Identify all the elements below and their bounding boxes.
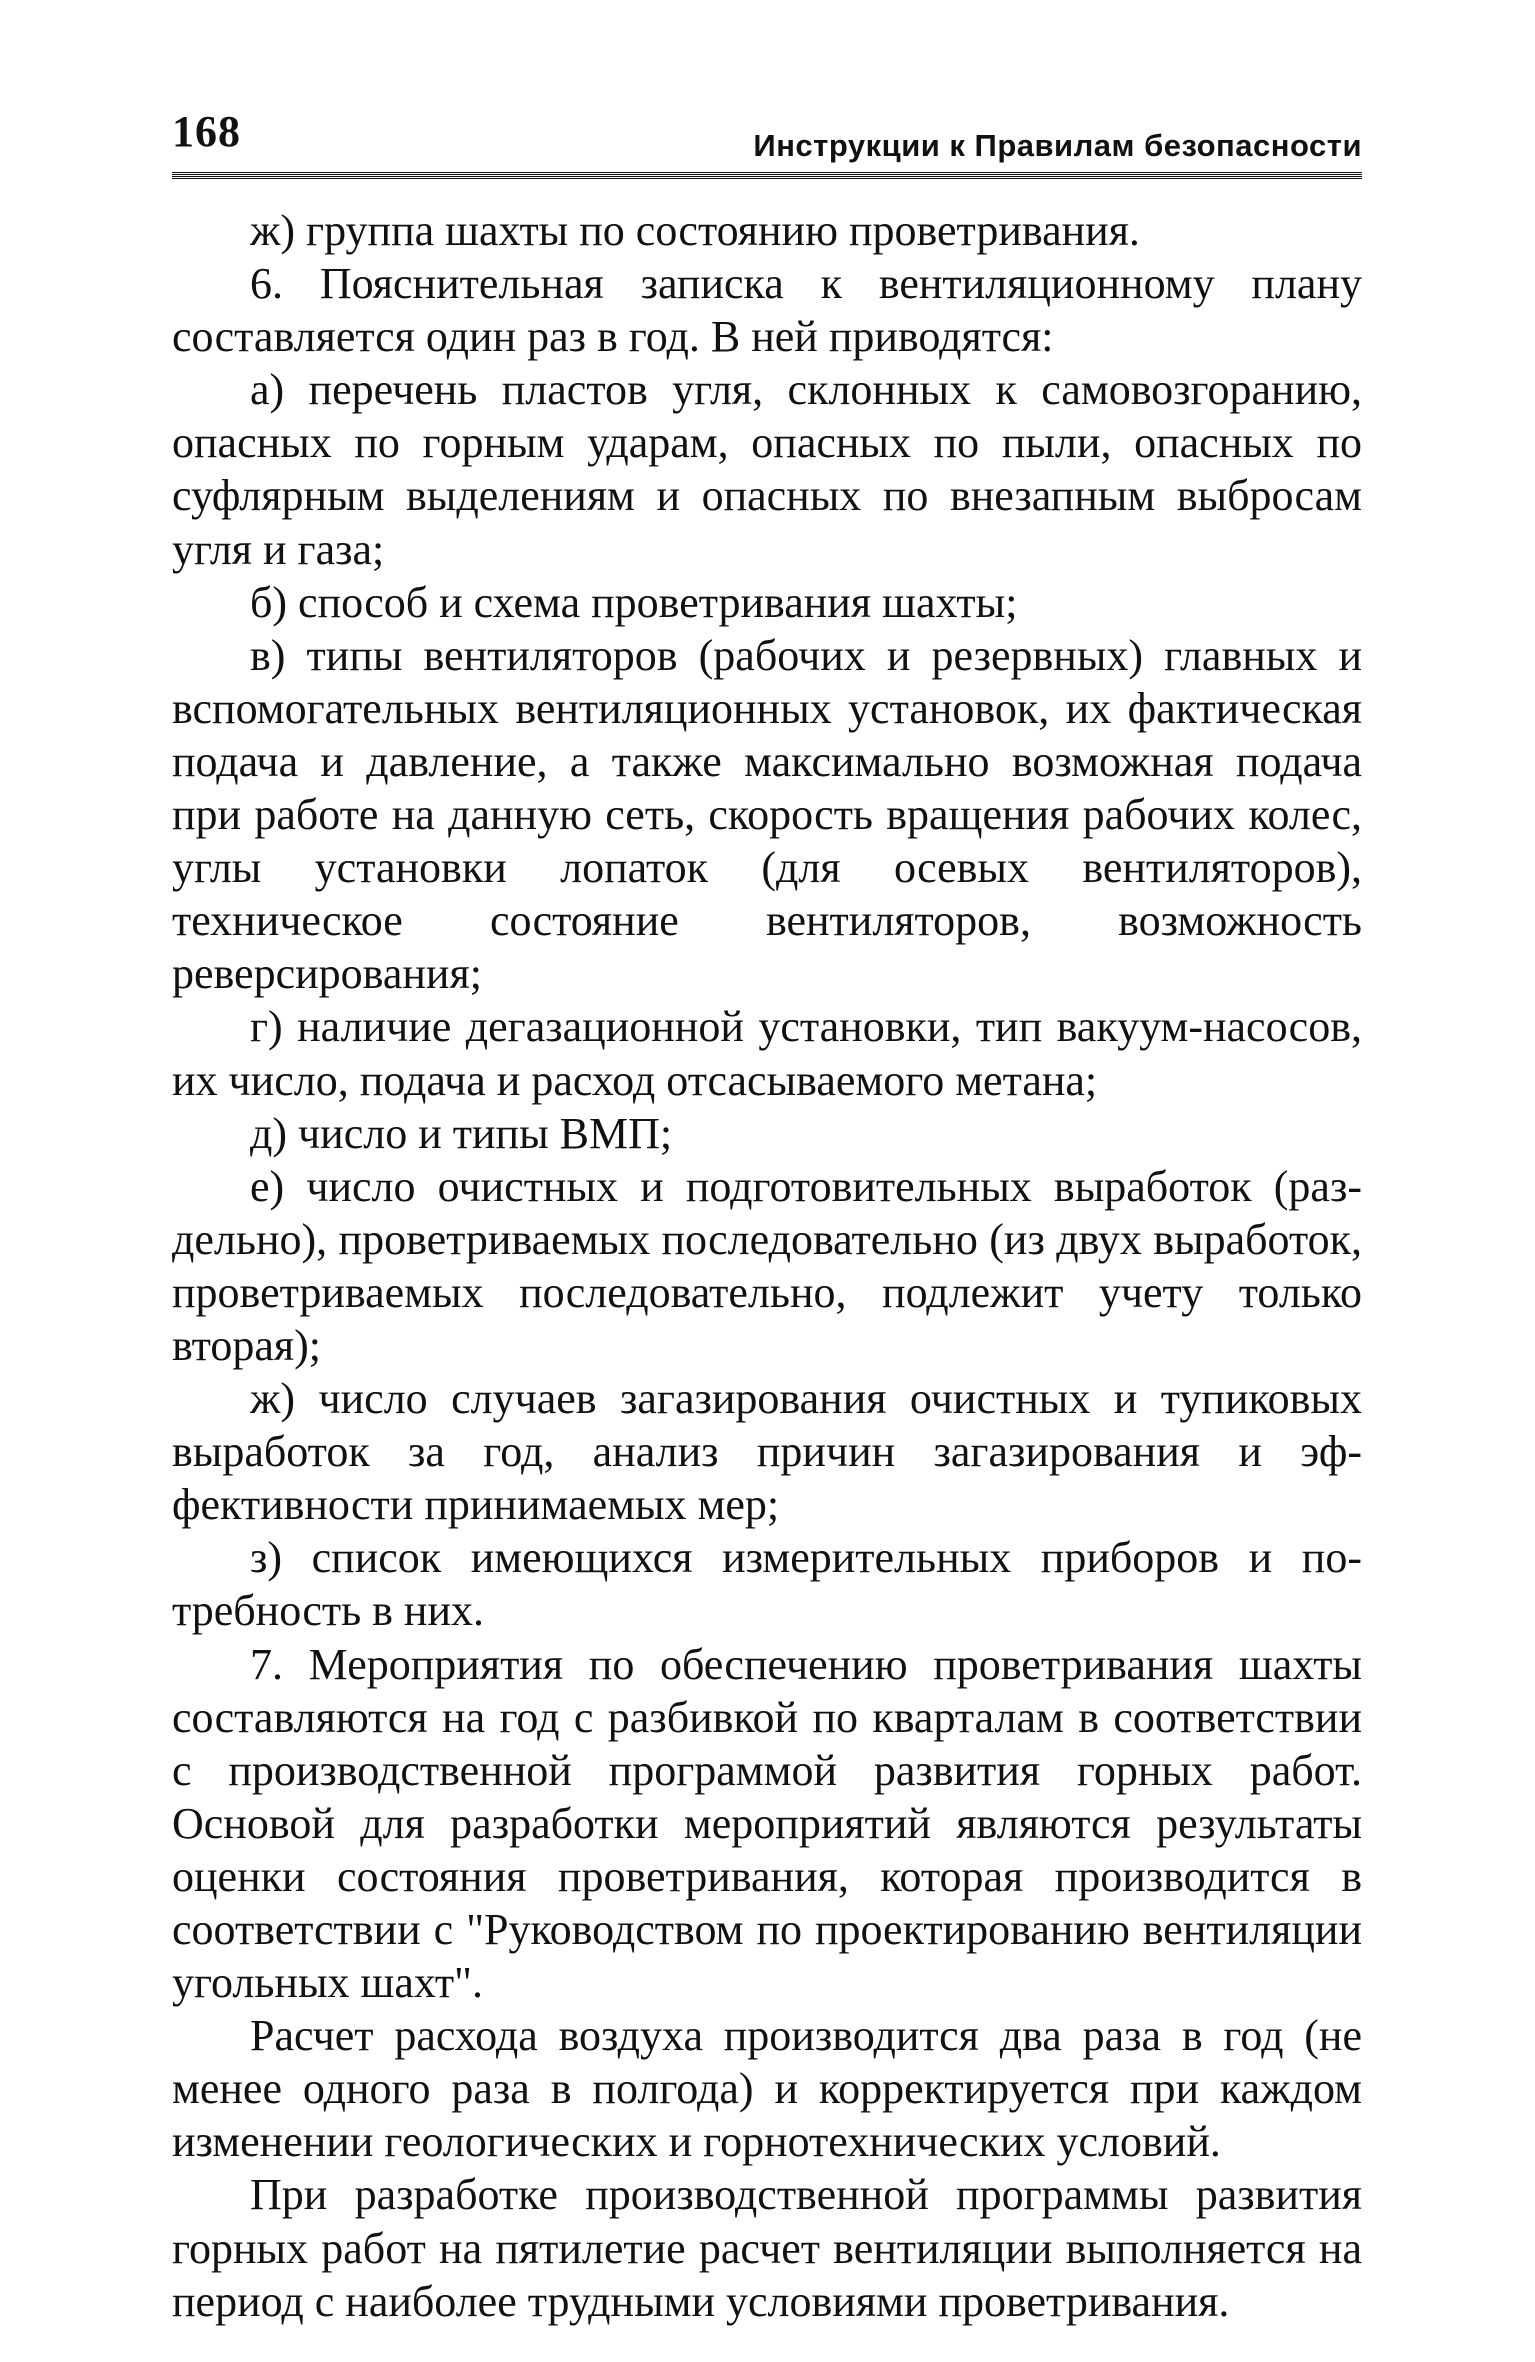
paragraph-air-calculation: Расчет расхода воздуха производится два раза в год (не менее одного раза в полгода) и корректируется при каждом изменении геологических и горнотехнических условий.: [172, 2011, 1362, 2167]
paragraph-z-instruments: з) список имеющихся измерительных приборов и потребность в них.: [172, 1533, 1362, 1636]
paragraph-g-degassing-unit: г) наличие дегазационной установки, тип вакуум-насосов, их число, подача и расход отсасываемого метана;: [172, 1002, 1362, 1105]
running-title: Инструкции к Правилам безопасности: [753, 128, 1362, 163]
paragraph-a-coal-seams: а) перечень пластов угля, склонных к самовозгоранию, опасных по горным ударам, опасных по пыли, опасных по суфлярным выделениям и опасных по внезапным выбросам угля и газа;: [172, 365, 1362, 574]
paragraph-v-fan-types: в) типы вентиляторов (рабочих и резервных) главных и вспомогательных вентиляционных установок, их фактическая подача и давление, а также максимально возможная подача при работе на данную сеть, скорость вращения рабочих колес, углы установки лопаток (для осевых вентиляторов), техническое состояние вентиляторов, возможность реверсирования;: [172, 630, 1362, 999]
paragraph-d-vmp-count: д) число и типы ВМП;: [250, 1108, 673, 1158]
paragraph-five-year-program: При разработке производственной программы развития горных работ на пятилетие расчет вентиляции выполняется на период с наиболее трудными условиями проветривания.: [172, 2170, 1362, 2326]
paragraph-6-explanatory-note: 6. Пояснительная записка к вентиляционному плану составляется один раз в год. В ней приводятся:: [172, 259, 1362, 362]
paragraph-7-measures: 7. Мероприятия по обеспечению проветривания шахты составляются на год с разбивкой по кварталам в соответствии с производственной программой развития горных работ. Основой для разработки мероприятий являются результаты оценки состояния проветривания, которая производится в соответствии с "Руководством по проектированию вентиляции угольных шахт".: [172, 1639, 1362, 2008]
paragraph-zh-ventilation-group: ж) группа шахты по состоянию проветривания.: [250, 206, 1140, 255]
header-rule: [172, 172, 1362, 179]
page-header: [172, 100, 1362, 188]
paragraph-zh-gas-cases: ж) число случаев загазирования очистных и тупиковых выработок за год, анализ причин загазирования и эффективности принимаемых мер;: [172, 1374, 1362, 1530]
page-number: 168: [172, 107, 241, 156]
paragraph-b-ventilation-scheme: б) способ и схема проветривания шахты;: [250, 577, 1018, 627]
paragraph-e-workings-count: е) число очистных и подготовительных выработок (раздельно), проветриваемых последовательно (из двух выработок, проветриваемых последовательно, подлежит учету только вторая);: [172, 1161, 1362, 1370]
body-text: [172, 204, 1362, 2328]
